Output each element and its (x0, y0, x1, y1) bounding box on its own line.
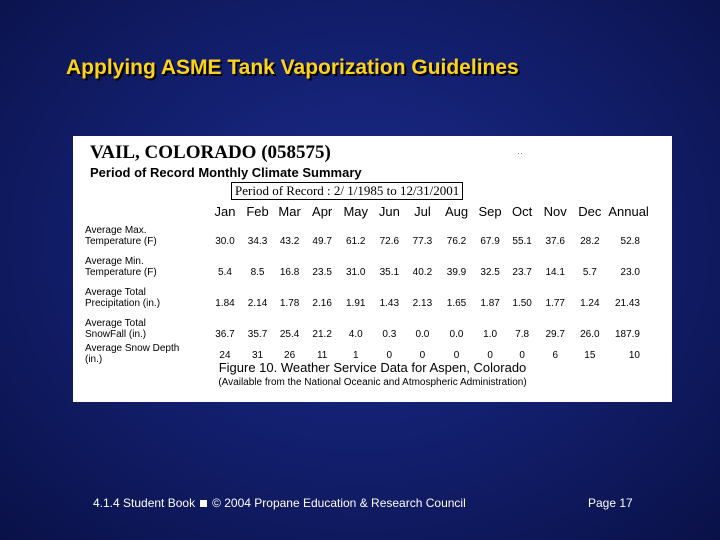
table-cell: 16.8 (279, 267, 300, 278)
row-label: Average Total SnowFall (in.) (85, 318, 147, 340)
table-cell: 1.77 (545, 298, 565, 309)
table-cell: 28.2 (580, 236, 600, 247)
col-header: Jul (414, 203, 431, 219)
table-cell: 21.2 (312, 329, 332, 340)
table-cell: 37.6 (545, 236, 565, 247)
figure-caption: Figure 10. Weather Service Data for Aspen, Colorado (218, 360, 527, 375)
scan-mark: ·· (517, 148, 523, 158)
col-header: Oct (512, 203, 533, 219)
table-cell-annual: 10 (628, 350, 640, 361)
table-cell: 1.65 (446, 298, 467, 309)
table-cell: 5.4 (218, 267, 232, 278)
station-name: VAIL, COLORADO (058575) (90, 142, 331, 163)
table-cell: 32.5 (480, 267, 500, 278)
col-header: Sep (478, 203, 502, 219)
page-number: Page 17 (588, 496, 633, 510)
table-cell: 0.3 (382, 329, 397, 340)
slide-title: Applying ASME Tank Vaporization Guidelines (66, 56, 519, 79)
table-cell: 39.9 (446, 267, 467, 278)
col-header: Dec (578, 203, 602, 219)
table-cell: 1.91 (346, 298, 366, 309)
table-cell: 6 (552, 350, 558, 361)
table-cell: 61.2 (346, 236, 366, 247)
table-cell: 1.84 (215, 298, 235, 309)
col-header: Aug (444, 203, 469, 219)
row-label: Average Max. Temperature (F) (85, 225, 157, 247)
table-cell: 0 (386, 350, 393, 361)
table-cell: 2.14 (247, 298, 268, 309)
table-cell: 36.7 (215, 329, 235, 340)
table-cell: 35.7 (247, 329, 268, 340)
table-cell: 11 (316, 350, 328, 361)
footer-book: 4.1.4 Student Book (93, 496, 196, 510)
table-cell: 14.1 (545, 267, 565, 278)
row-label: Average Total Precipitation (in.) (85, 287, 161, 309)
table-row (85, 250, 650, 281)
table-cell: 0 (487, 350, 493, 361)
table-cell: 1.87 (480, 298, 500, 309)
climate-table (85, 203, 650, 379)
col-header: Feb (246, 203, 269, 219)
table-cell: 0.0 (449, 329, 464, 340)
table-cell: 0 (519, 350, 525, 361)
col-header: May (343, 203, 369, 219)
col-header: Nov (543, 203, 567, 219)
table-cell-annual: 21.43 (614, 298, 640, 309)
table-cell: 1.43 (379, 298, 400, 309)
table-cell: 23.5 (312, 267, 332, 278)
table-cell: 76.2 (446, 236, 467, 247)
table-cell: 34.3 (247, 236, 268, 247)
table-cell: 49.7 (312, 236, 332, 247)
col-header: Jan (214, 203, 236, 219)
table-cell: 29.7 (545, 329, 565, 340)
header-row (85, 203, 650, 219)
table-cell: 26 (284, 350, 296, 361)
table-cell: 35.1 (379, 267, 400, 278)
slide-footer (93, 496, 466, 510)
table-cell: 26.0 (580, 329, 600, 340)
table-cell: 1.0 (483, 329, 498, 340)
table-cell: 72.6 (379, 236, 400, 247)
table-cell: 55.1 (512, 236, 532, 247)
table-cell: 1.78 (279, 298, 300, 309)
table-cell: 24 (219, 350, 231, 361)
col-header: Apr (312, 203, 333, 219)
table-cell: 5.7 (582, 267, 597, 278)
table-cell: 0.0 (415, 329, 430, 340)
table-cell: 4.0 (348, 329, 363, 340)
period-of-record: Period of Record : 2/ 1/1985 to 12/31/2001 (231, 182, 463, 200)
table-cell: 31.0 (346, 267, 366, 278)
table-cell: 1.50 (512, 298, 532, 309)
square-bullet-icon (200, 500, 207, 507)
table-cell: 40.2 (412, 267, 433, 278)
table-cell: 0 (419, 350, 426, 361)
table-row (85, 219, 650, 250)
table-cell: 2.16 (312, 298, 332, 309)
table-cell: 31 (251, 350, 264, 361)
figure-source: (Available from the National Oceanic and Atmospheric Administration) (218, 377, 527, 388)
row-label: Average Snow Depth (in.) (85, 343, 180, 365)
table-cell: 30.0 (215, 236, 235, 247)
col-header: Mar (278, 203, 301, 219)
table-row (85, 281, 650, 312)
climate-figure (73, 136, 672, 402)
table-cell: 43.2 (279, 236, 300, 247)
table-cell-annual: 187.9 (614, 329, 640, 340)
footer-copyright: © 2004 Propane Education & Research Council (212, 496, 466, 510)
table-cell-annual: 52.8 (620, 236, 640, 247)
row-label: Average Min. Temperature (F) (85, 256, 157, 278)
table-cell: 2.13 (412, 298, 433, 309)
table-cell: 77.3 (412, 236, 433, 247)
table-cell: 0 (453, 350, 460, 361)
header-blank (85, 203, 208, 219)
table-row (85, 312, 650, 343)
table-cell: 7.8 (515, 329, 530, 340)
table-cell-annual: 23.0 (620, 267, 640, 278)
summary-title: Period of Record Monthly Climate Summary (90, 165, 362, 180)
table-cell: 1.24 (580, 298, 600, 309)
table-cell: 15 (584, 350, 596, 361)
table-cell: 1 (352, 350, 359, 361)
table-cell: 8.5 (250, 267, 265, 278)
col-header: Jun (378, 203, 400, 219)
table-cell: 25.4 (279, 329, 300, 340)
table-cell: 67.9 (480, 236, 500, 247)
table-cell: 23.7 (512, 267, 532, 278)
col-header: Annual (608, 203, 649, 219)
